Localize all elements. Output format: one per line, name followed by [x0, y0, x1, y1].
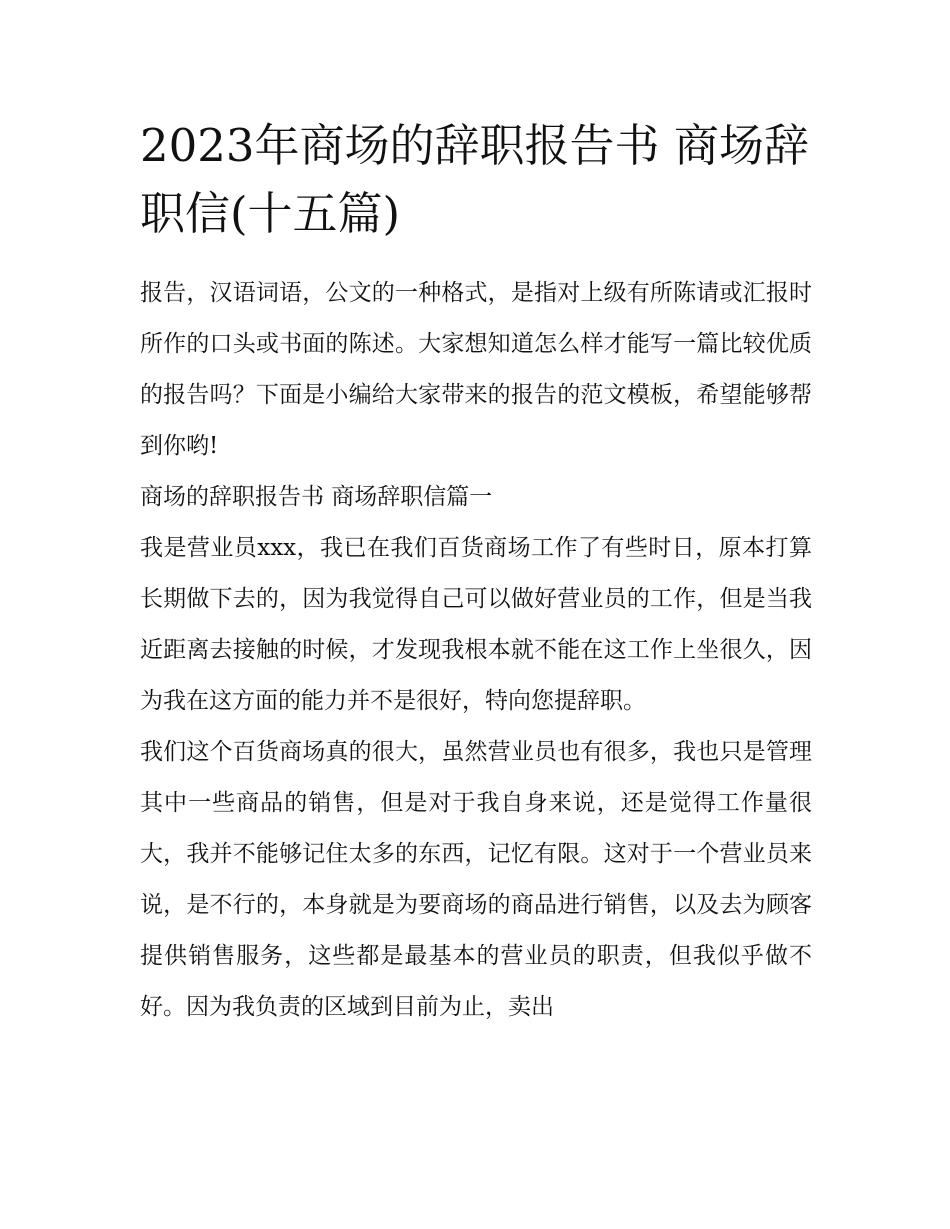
- document-page: [140, 112, 812, 1033]
- document-body: [140, 268, 812, 1033]
- document-title: 2023年商场的辞职报告书 商场辞职信(十五篇): [140, 119, 809, 240]
- body-paragraph-2: 我们这个百货商场真的很大，虽然营业员也有很多，我也只是管理其中一些商品的销售，但是对于我自身来说，还是觉得工作量很大，我并不能够记住太多的东西，记忆有限。这对于一个营业员来说，是不行的，本身就是为要商场的商品进行销售，以及去为顾客提供销售服务，这些都是最基本的营业员的职责，但我似乎做不好。因为我负责的区域到目前为止，卖出: [140, 739, 812, 1020]
- body-paragraph-1: 我是营业员xxx，我已在我们百货商场工作了有些时日，原本打算长期做下去的，因为我觉得自己可以做好营业员的工作，但是当我近距离去接触的时候，才发现我根本就不能在这工作上坐很久，因为我在这方面的能力并不是很好，特向您提辞职。: [140, 535, 812, 714]
- section-heading: 商场的辞职报告书 商场辞职信篇一: [140, 484, 493, 510]
- intro-paragraph: 报告，汉语词语，公文的一种格式，是指对上级有所陈请或汇报时所作的口头或书面的陈述。大家想知道怎么样才能写一篇比较优质的报告吗？下面是小编给大家带来的报告的范文模板，希望能够帮到你哟!: [140, 280, 812, 459]
